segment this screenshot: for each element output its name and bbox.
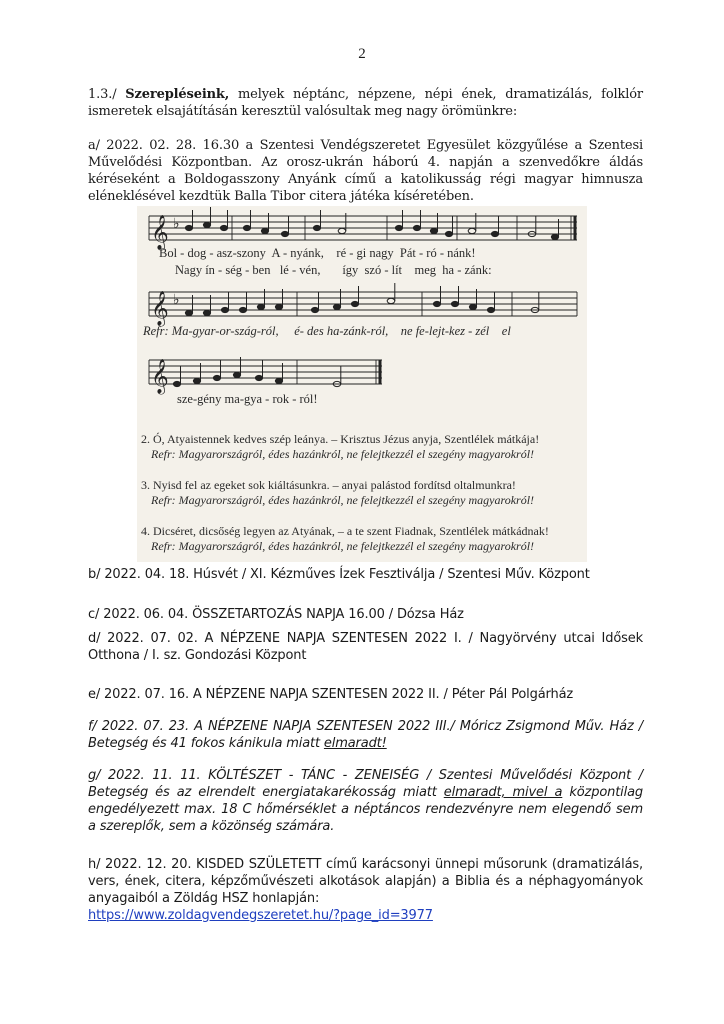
- verse-3: [141, 478, 587, 508]
- lyrics-row3: sze-gény ma-gya - rok - ról!: [177, 392, 318, 406]
- svg-text:𝄞: 𝄞: [151, 291, 169, 326]
- item-c: c/ 2022. 06. 04. ÖSSZETARTOZÁS NAPJA 16.00 / Dózsa Ház: [88, 607, 464, 622]
- staff-2: [149, 292, 577, 316]
- svg-text:𝄞: 𝄞: [151, 359, 169, 394]
- item-g-cancelled: elmaradt, mivel a: [443, 785, 563, 800]
- verse-2-line: 2. Ó, Atyaistennek kedves szép leánya. – Krisztus Jézus anyja, Szentlélek mátkája!: [141, 432, 540, 446]
- zoldag-website-link[interactable]: https://www.zoldagvendegszeretet.hu/?page_id=3977: [88, 908, 433, 923]
- staff-3: [149, 360, 382, 384]
- item-b: b/ 2022. 04. 18. Húsvét / XI. Kézműves Ízek Fesztiválja / Szentesi Műv. Központ: [88, 567, 590, 582]
- lyrics-row2-refrain: Refr: Ma-gyar-or-szág-ról, é- des ha-zánk-ról, ne fe-lejt-kez - zél el: [143, 324, 511, 338]
- flat-icon: ♭: [173, 216, 180, 232]
- music-staves: [137, 206, 587, 416]
- intro-text: melyek néptánc, népzene, népi ének, dramatizálás, folklór ismeretek elsajátításán keresztül valósultak meg nagy örömünkre:: [88, 87, 643, 119]
- intro-prefix: 1.3./: [88, 87, 126, 102]
- sheet-music: [137, 206, 587, 562]
- lyrics-row1-verse1: Bol - dog - asz-szony A - nyánk, ré - gi nagy Pát - ró - nánk!: [159, 246, 476, 260]
- item-g-text1: g/ 2022. 11. 11. KÖLTÉSZET - TÁNC - ZENEISÉG / Szentesi Művelődési Központ / Betegség és az elrendelt energiatakarékosság miatt: [88, 768, 643, 800]
- page-number: 2: [358, 46, 366, 62]
- item-a: a/ 2022. 02. 28. 16.30 a Szentesi Vendégszeretet Egyesület közgyűlése a Szentesi Művelődési Központban. Az orosz-ukrán háború 4. napján a szenvedőkre áldás kéréseként a Boldogasszony Anyánk című a katolikusság régi magyar himnusza eléneklésével kezdtük Balla Tibor citera játéka kíséretében.: [88, 138, 643, 204]
- item-h-text: h/ 2022. 12. 20. KISDED SZÜLETETT című karácsonyi ünnepi műsorunk (dramatizálás, vers, ének, citera, képzőművészeti alkotások alapján) a Biblia és a néphagyományok anyagaiból a Zöldág HSZ honlapján:: [88, 857, 643, 906]
- item-e: e/ 2022. 07. 16. A NÉPZENE NAPJA SZENTESEN 2022 II. / Péter Pál Polgárház: [88, 687, 574, 702]
- verse-4-line: 4. Dicséret, dicsőség legyen az Atyának, – a te szent Fiadnak, Szentlélek mátkádnak!: [141, 524, 549, 538]
- verse-3-line: 3. Nyisd fel az egeket sok kiáltásunkra. – anyai palástod fordítsd oltalmunkra!: [141, 478, 516, 492]
- item-h: [88, 856, 643, 924]
- svg-text:♭: ♭: [173, 292, 180, 308]
- item-f-text: f/ 2022. 07. 23. A NÉPZENE NAPJA SZENTESEN 2022 III./ Móricz Zsigmond Műv. Ház / Betegség és 41 fokos kánikula miatt: [88, 719, 643, 751]
- verse-4: [141, 524, 587, 554]
- item-g-text2: központilag engedélyezett max. 18 C hőmérséklet a néptáncos rendezvényre nem elegendő sem a szereplők, sem a közönség számára.: [88, 785, 644, 834]
- verse-2-refrain: Refr: Magyarországról, édes hazánkról, ne felejtkezzél el szegény magyarokról!: [151, 447, 535, 461]
- item-f: [88, 718, 643, 752]
- item-f-cancelled: elmaradt!: [323, 736, 387, 751]
- item-d: d/ 2022. 07. 02. A NÉPZENE NAPJA SZENTESEN 2022 I. / Nagyörvény utcai Idősek Otthona / I. sz. Gondozási Központ: [88, 631, 643, 663]
- verse-2: [141, 432, 587, 462]
- staff-1: [149, 216, 577, 240]
- intro-bold: Szerepléseink,: [125, 87, 230, 102]
- intro-paragraph: [88, 86, 643, 120]
- treble-clef-icon: 𝄞: [151, 215, 169, 250]
- verse-3-refrain: Refr: Magyarországról, édes hazánkról, ne felejtkezzél el szegény magyarokról!: [151, 493, 535, 507]
- verse-4-refrain: Refr: Magyarországról, édes hazánkról, ne felejtkezzél el szegény magyarokról!: [151, 539, 535, 553]
- lyrics-row1-verse2: Nagy ín - ség - ben lé - vén, így szó - lít meg ha - zánk:: [175, 263, 492, 277]
- item-g: [88, 767, 643, 835]
